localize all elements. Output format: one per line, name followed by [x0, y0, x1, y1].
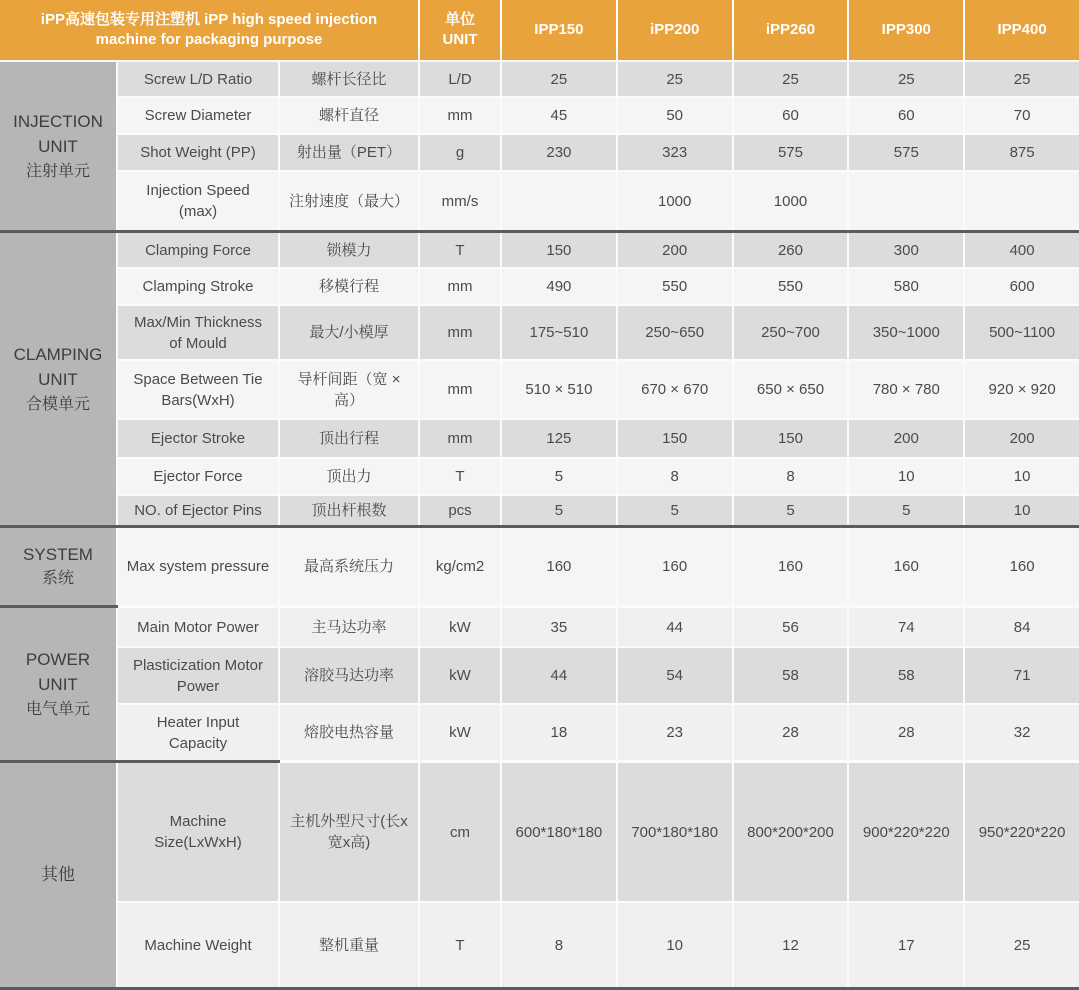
spec-value-ipp150 [500, 172, 616, 230]
spec-value-ipp260: 58 [732, 648, 848, 703]
spec-value-ipp200: 550 [616, 269, 732, 304]
spec-name-zh: 射出量（PET） [278, 135, 418, 170]
spec-value-ipp400: 32 [963, 705, 1079, 760]
spec-value-ipp300: 160 [847, 528, 963, 605]
spec-name-en: Plasticization Motor Power [118, 648, 278, 703]
spec-value-ipp400: 70 [963, 98, 1079, 133]
spec-row [118, 304, 1079, 359]
spec-unit: kW [418, 608, 500, 646]
spec-name-en: Max/Min Thickness of Mould [118, 306, 278, 359]
spec-row [118, 233, 1079, 267]
spec-name-zh: 导杆间距（宽 × 高） [278, 361, 418, 418]
spec-value-ipp400: 920 × 920 [963, 361, 1079, 418]
spec-row [118, 703, 1079, 760]
spec-value-ipp300: 60 [847, 98, 963, 133]
spec-name-en: Heater Input Capacity [118, 705, 278, 760]
spec-value-ipp300: 780 × 780 [847, 361, 963, 418]
spec-value-ipp260: 800*200*200 [732, 763, 848, 901]
spec-row [118, 528, 1079, 605]
section [0, 608, 1079, 760]
spec-name-en: Screw L/D Ratio [118, 62, 278, 96]
spec-value-ipp150: 160 [500, 528, 616, 605]
spec-value-ipp400: 200 [963, 420, 1079, 457]
section-separator [0, 60, 1079, 62]
spec-value-ipp200: 54 [616, 648, 732, 703]
spec-row [118, 418, 1079, 457]
spec-value-ipp200: 200 [616, 233, 732, 267]
spec-unit: T [418, 903, 500, 987]
spec-name-en: Main Motor Power [118, 608, 278, 646]
spec-name-zh: 螺杆直径 [278, 98, 418, 133]
spec-value-ipp300: 350~1000 [847, 306, 963, 359]
spec-value-ipp260: 56 [732, 608, 848, 646]
spec-name-zh: 注射速度（最大） [278, 172, 418, 230]
spec-value-ipp260: 8 [732, 459, 848, 494]
spec-row [118, 901, 1079, 987]
spec-name-zh: 锁模力 [278, 233, 418, 267]
spec-value-ipp150: 45 [500, 98, 616, 133]
spec-value-ipp200: 700*180*180 [616, 763, 732, 901]
spec-value-ipp400: 25 [963, 62, 1079, 96]
spec-value-ipp150: 490 [500, 269, 616, 304]
spec-unit: T [418, 233, 500, 267]
spec-name-en: Ejector Force [118, 459, 278, 494]
spec-row [118, 494, 1079, 525]
spec-value-ipp200: 23 [616, 705, 732, 760]
spec-value-ipp400: 160 [963, 528, 1079, 605]
spec-value-ipp150: 18 [500, 705, 616, 760]
group-label [0, 763, 118, 987]
spec-name-en: Screw Diameter [118, 98, 278, 133]
group-label [0, 528, 118, 605]
group-label-en: INJECTION UNIT [13, 111, 103, 156]
spec-name-zh: 最大/小模厚 [278, 306, 418, 359]
spec-value-ipp400: 875 [963, 135, 1079, 170]
group-label-en: POWER UNIT [25, 649, 91, 694]
spec-name-zh: 最高系统压力 [278, 528, 418, 605]
spec-unit: mm [418, 306, 500, 359]
section-separator [0, 230, 1079, 233]
spec-name-en: Shot Weight (PP) [118, 135, 278, 170]
spec-unit: mm [418, 361, 500, 418]
spec-name-zh: 熔胶电热容量 [278, 705, 418, 760]
header-row [0, 0, 1079, 60]
spec-name-zh: 移模行程 [278, 269, 418, 304]
section-separator [0, 760, 1079, 763]
spec-value-ipp300: 5 [847, 496, 963, 525]
spec-row [118, 133, 1079, 170]
spec-row [118, 359, 1079, 418]
spec-row [118, 646, 1079, 703]
spec-unit: g [418, 135, 500, 170]
spec-value-ipp260: 575 [732, 135, 848, 170]
spec-unit: cm [418, 763, 500, 901]
spec-value-ipp150: 150 [500, 233, 616, 267]
spec-value-ipp150: 5 [500, 496, 616, 525]
spec-value-ipp260: 25 [732, 62, 848, 96]
group-label [0, 608, 118, 760]
group-label-zh: 系统 [41, 570, 74, 588]
table-body [0, 60, 1079, 987]
spec-row [118, 457, 1079, 494]
spec-value-ipp260: 60 [732, 98, 848, 133]
section-separator [0, 605, 1079, 608]
table-title: iPP高速包装专用注塑机 iPP high speed injection machine for packaging purpose [40, 10, 378, 48]
spec-name-zh: 主马达功率 [278, 608, 418, 646]
spec-value-ipp300: 200 [847, 420, 963, 457]
spec-value-ipp400: 71 [963, 648, 1079, 703]
spec-value-ipp150: 510 × 510 [500, 361, 616, 418]
model-column-header-ipp400: IPP400 [963, 0, 1079, 60]
spec-value-ipp200: 250~650 [616, 306, 732, 359]
spec-value-ipp300: 10 [847, 459, 963, 494]
unit-header-zh: 单位 [444, 10, 475, 28]
spec-value-ipp200: 50 [616, 98, 732, 133]
group-label-zh: 合模单元 [25, 395, 90, 413]
spec-name-zh: 顶出行程 [278, 420, 418, 457]
spec-unit: kW [418, 705, 500, 760]
group-label-en: CLAMPING UNIT [13, 344, 103, 389]
model-column-header-ipp300: IPP300 [847, 0, 963, 60]
spec-row [118, 96, 1079, 133]
spec-name-zh: 顶出力 [278, 459, 418, 494]
spec-name-en: Machine Size(LxWxH) [118, 763, 278, 901]
spec-value-ipp400: 25 [963, 903, 1079, 987]
spec-value-ipp150: 125 [500, 420, 616, 457]
model-column-header-ipp150: IPP150 [500, 0, 616, 60]
spec-value-ipp300: 74 [847, 608, 963, 646]
spec-value-ipp260: 150 [732, 420, 848, 457]
spec-value-ipp200: 44 [616, 608, 732, 646]
spec-value-ipp150: 175~510 [500, 306, 616, 359]
spec-value-ipp260: 160 [732, 528, 848, 605]
spec-name-en: Machine Weight [118, 903, 278, 987]
spec-value-ipp300: 58 [847, 648, 963, 703]
spec-value-ipp260: 12 [732, 903, 848, 987]
unit-header-en: UNIT [442, 31, 478, 48]
spec-value-ipp300: 17 [847, 903, 963, 987]
spec-value-ipp150: 8 [500, 903, 616, 987]
spec-name-en: Injection Speed (max) [118, 172, 278, 230]
section [0, 528, 1079, 605]
spec-row [118, 763, 1079, 901]
group-label-zh: 电气单元 [25, 700, 90, 718]
spec-value-ipp300: 580 [847, 269, 963, 304]
spec-unit: mm/s [418, 172, 500, 230]
model-column-header-ipp260: iPP260 [732, 0, 848, 60]
spec-name-en: Clamping Force [118, 233, 278, 267]
spec-value-ipp150: 25 [500, 62, 616, 96]
spec-value-ipp200: 150 [616, 420, 732, 457]
spec-unit: mm [418, 269, 500, 304]
spec-value-ipp300: 25 [847, 62, 963, 96]
spec-value-ipp400: 950*220*220 [963, 763, 1079, 901]
spec-value-ipp260: 250~700 [732, 306, 848, 359]
spec-name-zh: 顶出杆根数 [278, 496, 418, 525]
spec-unit: pcs [418, 496, 500, 525]
spec-name-zh: 主机外型尺寸(长x宽x高) [278, 763, 418, 901]
spec-value-ipp260: 260 [732, 233, 848, 267]
spec-value-ipp300: 300 [847, 233, 963, 267]
spec-value-ipp150: 600*180*180 [500, 763, 616, 901]
group-label-zh: 注射单元 [25, 162, 90, 180]
spec-name-en: Clamping Stroke [118, 269, 278, 304]
spec-value-ipp300: 575 [847, 135, 963, 170]
spec-value-ipp200: 160 [616, 528, 732, 605]
spec-value-ipp150: 230 [500, 135, 616, 170]
spec-row [118, 267, 1079, 304]
spec-value-ipp300: 28 [847, 705, 963, 760]
spec-name-zh: 螺杆长径比 [278, 62, 418, 96]
spec-value-ipp200: 10 [616, 903, 732, 987]
spec-value-ipp200: 5 [616, 496, 732, 525]
spec-value-ipp260: 1000 [732, 172, 848, 230]
model-column-header-ipp200: iPP200 [616, 0, 732, 60]
spec-value-ipp400: 10 [963, 459, 1079, 494]
spec-unit: kg/cm2 [418, 528, 500, 605]
spec-value-ipp150: 35 [500, 608, 616, 646]
spec-row [118, 608, 1079, 646]
spec-value-ipp400: 10 [963, 496, 1079, 525]
spec-row [118, 170, 1079, 230]
spec-name-zh: 整机重量 [278, 903, 418, 987]
spec-value-ipp200: 25 [616, 62, 732, 96]
spec-value-ipp260: 5 [732, 496, 848, 525]
unit-column-header [418, 0, 500, 60]
spec-value-ipp300 [847, 172, 963, 230]
spec-name-zh: 溶胶马达功率 [278, 648, 418, 703]
spec-unit: mm [418, 98, 500, 133]
group-label [0, 62, 118, 230]
spec-name-en: NO. of Ejector Pins [118, 496, 278, 525]
group-label-zh: 其他 [41, 865, 75, 885]
spec-value-ipp400: 500~1100 [963, 306, 1079, 359]
spec-row [118, 62, 1079, 96]
spec-unit: L/D [418, 62, 500, 96]
spec-value-ipp300: 900*220*220 [847, 763, 963, 901]
spec-value-ipp400: 600 [963, 269, 1079, 304]
section [0, 763, 1079, 987]
spec-value-ipp200: 1000 [616, 172, 732, 230]
spec-value-ipp260: 28 [732, 705, 848, 760]
spec-value-ipp400 [963, 172, 1079, 230]
section [0, 233, 1079, 525]
spec-value-ipp400: 84 [963, 608, 1079, 646]
spec-name-en: Space Between Tie Bars(WxH) [118, 361, 278, 418]
spec-unit: mm [418, 420, 500, 457]
group-label-en: SYSTEM [23, 544, 93, 564]
spec-name-en: Ejector Stroke [118, 420, 278, 457]
spec-value-ipp260: 550 [732, 269, 848, 304]
spec-unit: T [418, 459, 500, 494]
spec-value-ipp260: 650 × 650 [732, 361, 848, 418]
spec-value-ipp150: 44 [500, 648, 616, 703]
spec-value-ipp200: 323 [616, 135, 732, 170]
spec-value-ipp200: 670 × 670 [616, 361, 732, 418]
spec-value-ipp200: 8 [616, 459, 732, 494]
spec-unit: kW [418, 648, 500, 703]
section [0, 62, 1079, 230]
spec-value-ipp150: 5 [500, 459, 616, 494]
group-label [0, 233, 118, 525]
section-separator [0, 525, 1079, 528]
spec-name-en: Max system pressure [118, 528, 278, 605]
spec-value-ipp400: 400 [963, 233, 1079, 267]
